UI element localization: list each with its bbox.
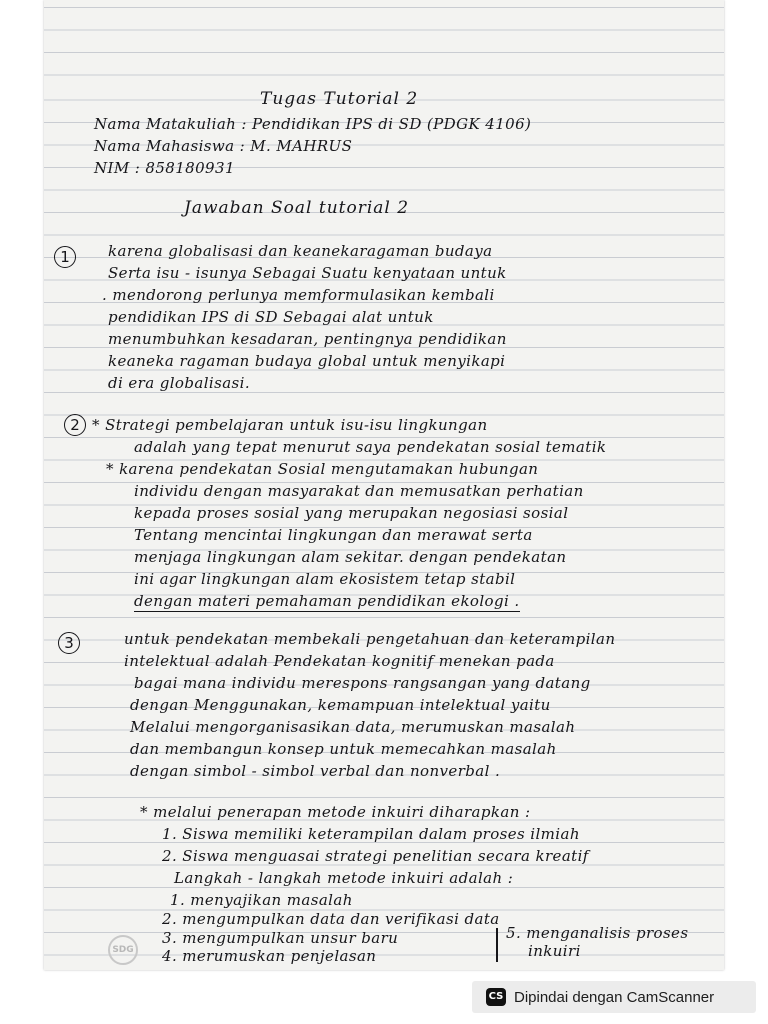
inquiry-step: 5. menganalisis proses: [506, 924, 689, 942]
inquiry-step: 1. menyajikan masalah: [170, 891, 353, 909]
inquiry-step-continued: inkuiri: [528, 942, 581, 960]
answer-3-line: dan membangun konsep untuk memecahkan masalah: [130, 740, 557, 758]
student-id-line: NIM : 858180931: [94, 159, 235, 177]
inquiry-line: Langkah - langkah metode inkuiri adalah :: [174, 869, 514, 887]
answer-1-line: karena globalisasi dan keanekaragaman budaya: [108, 242, 493, 260]
camscanner-badge: [472, 981, 756, 1013]
student-name-line: Nama Mahasiswa : M. MAHRUS: [94, 137, 353, 155]
answer-3-line: intelektual adalah Pendekatan kognitif menekan pada: [124, 652, 555, 670]
camscanner-logo-icon: CS: [486, 988, 506, 1006]
inquiry-intro: * melalui penerapan metode inkuiri diharapkan :: [140, 803, 531, 821]
answer-1-line: . mendorong perlunya memformulasikan kembali: [102, 286, 495, 304]
answer-3-line: bagai mana individu merespons rangsangan yang datang: [134, 674, 591, 692]
answer-number-1: 1: [54, 246, 76, 268]
inquiry-line: 1. Siswa memiliki keterampilan dalam proses ilmiah: [162, 825, 580, 843]
answer-2-line: * Strategi pembelajaran untuk isu-isu lingkungan: [92, 416, 488, 434]
answer-3-line: Melalui mengorganisasikan data, merumuskan masalah: [130, 718, 576, 736]
inquiry-step: 4. merumuskan penjelasan: [162, 947, 377, 965]
answer-1-line: keaneka ragaman budaya global untuk menyikapi: [108, 352, 506, 370]
assignment-title: Tugas Tutorial 2: [260, 89, 419, 109]
answer-1-line: Serta isu - isunya Sebagai Suatu kenyataan untuk: [108, 264, 507, 282]
inquiry-step: 3. mengumpulkan unsur baru: [162, 929, 399, 947]
answer-2-line: kepada proses sosial yang merupakan negosiasi sosial: [134, 504, 569, 522]
answer-2-line: individu dengan masyarakat dan memusatkan perhatian: [134, 482, 584, 500]
bracket-divider: [496, 928, 498, 962]
answer-2-line: * karena pendekatan Sosial mengutamakan hubungan: [106, 460, 539, 478]
faded-seal-stamp: SDG: [108, 935, 138, 965]
answer-3-line: dengan simbol - simbol verbal dan nonverbal .: [130, 762, 501, 780]
answer-2-line: adalah yang tepat menurut saya pendekatan sosial tematik: [134, 438, 607, 456]
inquiry-line: 2. Siswa menguasai strategi penelitian secara kreatif: [162, 847, 589, 865]
camscanner-label: Dipindai dengan CamScanner: [514, 988, 715, 1006]
answer-number-3: 3: [58, 632, 80, 654]
answer-number-2: 2: [64, 414, 86, 436]
answer-2-line: ini agar lingkungan alam ekosistem tetap stabil: [134, 570, 516, 588]
answer-1-line: di era globalisasi.: [108, 374, 250, 392]
answers-heading: Jawaban Soal tutorial 2: [184, 198, 410, 218]
answer-1-line: menumbuhkan kesadaran, pentingnya pendidikan: [108, 330, 507, 348]
course-name-line: Nama Matakuliah : Pendidikan IPS di SD (PDGK 4106): [94, 115, 532, 133]
answer-2-line: dengan materi pemahaman pendidikan ekologi .: [134, 592, 520, 610]
answer-2-line: menjaga lingkungan alam sekitar. dengan pendekatan: [134, 548, 567, 566]
answer-1-line: pendidikan IPS di SD Sebagai alat untuk: [108, 308, 434, 326]
answer-3-line: dengan Menggunakan, kemampuan intelektual yaitu: [130, 696, 551, 714]
notebook-page: [44, 0, 724, 970]
inquiry-step: 2. mengumpulkan data dan verifikasi data: [162, 910, 500, 928]
answer-3-line: untuk pendekatan membekali pengetahuan dan keterampilan: [124, 630, 616, 648]
answer-2-line: Tentang mencintai lingkungan dan merawat serta: [134, 526, 533, 544]
